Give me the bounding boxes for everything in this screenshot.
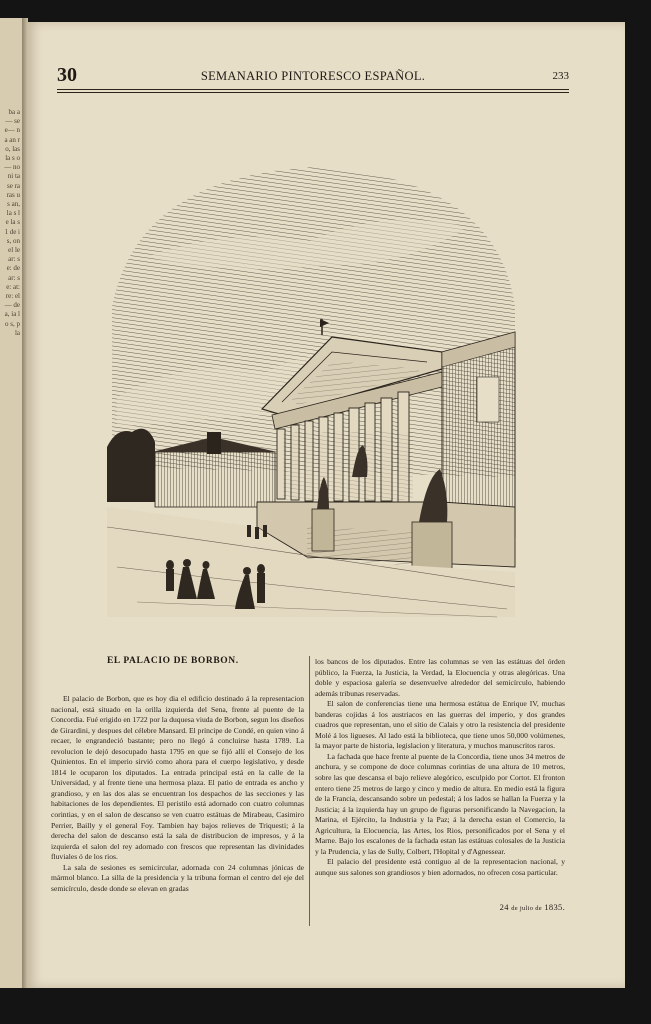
paragraph: La sala de sesiones es semicircular, adornada con 24 columnas jónicas de mármol blanco. La silla de la presidencia y la tribuna forman el centro del eje del semicírculo, desde donde se elevan en gradas [51,862,304,893]
palace-engraving [107,147,519,627]
magazine-page [27,22,625,988]
paragraph: El palacio de Borbon, que es hoy dia el edificio destinado á la representacion nacional, está situado en la orilla izquierda del Sena, frente al puente de la Concordia. Fué erigido en 1722 por la duquesa viuda de Borbon, segun los diseños de Girardini, y despues del célebre Mansard. El príncipe de Condé, en quien vino á recaer, le engrandeció bastante; pero no llegó á concluirse hasta 1789. La revolucion le dejó desocupado hasta 1795 en que se fijó allí el Consejo de los Quinientos. En el imperio sirvió como ahora para el cuerpo legislativo, y desde 1814 le ocuparon los diputados. La entrada principal está en la calle de la Universidad, y al frente tiene una hermosa plaza. El patio de entrada es ancho y grandioso, y en las dos alas se encuentran los despachos de las secciones y las habitaciones de los dependientes. El peristilo está adornado con cuatro columnas corintias, y en el salon de descanso se ven cuatro estátuas de Mirabeau, Casimiro Perrier, Bailly y el general Foy. Tambien hay bajos relieves de Triquesti; á la derecha del salon de descanso está la sala de distribucion de impresos, y á la izquierda el salon del rey adornado con frescos que representan las divinidades fluviales ó de los rios. [51,694,304,862]
date-month: de julio de [511,905,542,912]
paragraph: La fachada que hace frente al puente de la Concordia, tiene unos 34 metros de anchura, y se compone de doce columnas corintias de una altura de 10 metros, sobre las que descansa el bajo relieve alegórico, esculpido por Cortot. El fronton entero tiene 25 metros de largo y cinco y medio de altura. En medio está la figura de la Francia, descansando sobre un pedestal; á los lados se hallan la Fuerza y la Justicia; á la izquierda hay un grupo de figuras personificando la Navegacion, la Marina, el Ejército, la Industria y la Paz; á la derecha estan el Comercio, la Agricultura, la Elocuencia, las Artes, los Rios, personificados por el Sena y el Marne. Bajo los escalones de la fachada estan las estátuas colosales de la Justicia y la Prudencia, y las de Sully, Colbert, l'Hopital y d'Agnessear. [315,751,565,856]
header-rule [57,89,569,90]
paragraph: El salon de conferencias tiene una hermosa estátua de Enrique IV, muchas banderas cojidas á los austriacos en las guerras del imperio, y dos grandes cuadros que representan, uno el sitio de Calais y otro la resistencia del presidente Molé á los ligueses. Al lado está la biblioteca, que tiene unos 50,000 volúmenes, la mayor parte de historia, legislacion y literatura, y muchos manuscritos raros. [315,699,565,751]
folio-number: 233 [552,70,569,82]
date-day: 24 [499,902,509,912]
header-rule-double [57,92,569,93]
dateline [500,902,565,912]
paragraph: los bancos de los diputados. Entre las columnas se ven las estátuas del órden público, la Fuerza, la Justicia, la Verdad, la Elocuencia y otras alegóricas. Una doble y espaciosa galería se desenvuelve alrededor del semicírculo, habiendo además tribunas reservadas. [315,657,565,698]
date-year: 1835. [544,902,565,912]
page-number: 30 [57,64,77,86]
paragraph: El palacio del presidente está contiguo al de la representacion nacional, y aunque sus salones son grandiosos y bien adornados, no ofrecen cosa particular. [315,857,565,877]
column-divider [309,656,310,926]
article-column-right [315,657,565,925]
previous-page-text: ba a— se e— na an ro, las la s o— no ni ta se ra ras us an, la s le la s1 de is, on el le ar: se: de ar: se: at: re: el— de a, ia lo s, pla [4,108,20,337]
article-title: EL PALACIO DE BORBON. [107,656,239,666]
publication-title: SEMANARIO PINTORESCO ESPAÑOL. [200,69,426,83]
article-column-left [51,694,304,932]
previous-page-edge [0,18,23,988]
